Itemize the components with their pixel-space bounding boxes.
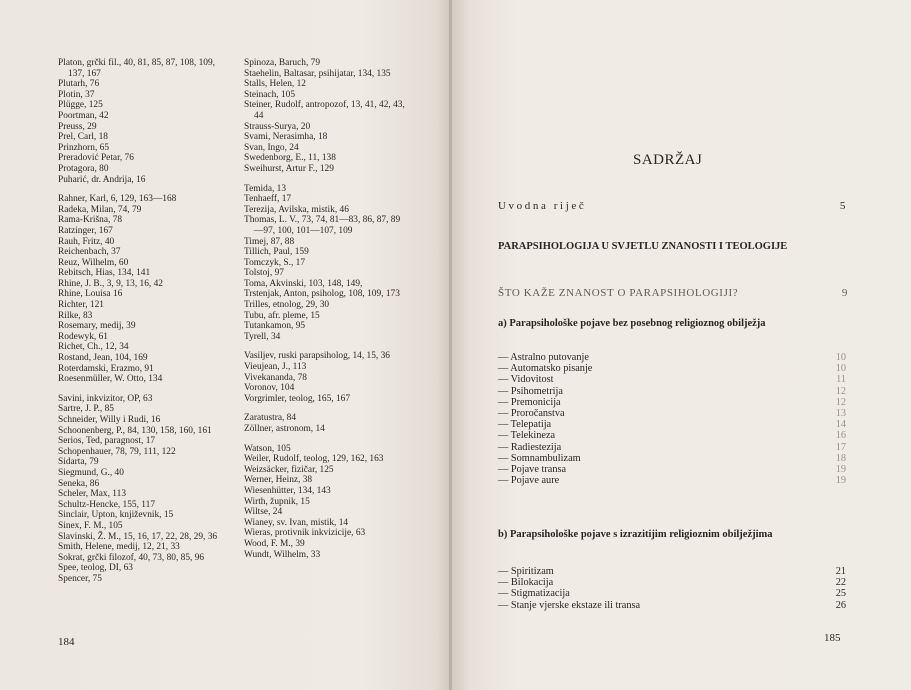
index-entry: Tolstoj, 97 — [244, 268, 284, 279]
toc-intro-row — [498, 200, 848, 212]
toc-item-page: 10 — [835, 352, 846, 363]
toc-question-page: 9 — [841, 287, 848, 299]
index-entry: Reuz, Wilhelm, 60 — [58, 257, 129, 268]
toc-item — [498, 352, 846, 363]
index-entry: Timej, 87, 88 — [244, 236, 295, 247]
index-entry: Preradović Petar, 76 — [58, 153, 134, 164]
toc-item — [498, 475, 846, 486]
index-entry: Spee, teolog, DI, 63 — [58, 563, 133, 574]
index-entry: Wundt, Wilhelm, 33 — [244, 549, 321, 560]
toc-item-page: 22 — [835, 577, 846, 589]
index-entry: Vieujean, J., 113 — [244, 362, 307, 373]
index-entry: Rauh, Fritz, 40 — [58, 236, 115, 247]
index-entry: Wianey, sv. Ivan, mistik, 14 — [244, 517, 349, 528]
section-a-list — [498, 352, 846, 486]
toc-item — [498, 588, 846, 599]
toc-item-label: — Telekineza — [498, 430, 556, 442]
index-group-gap — [244, 175, 406, 184]
toc-item — [498, 464, 846, 475]
index-entry: Schneider, Willy i Rudi, 16 — [58, 415, 161, 425]
index-entry: Roesenmüller, W. Otto, 134 — [58, 374, 163, 385]
toc-item — [498, 430, 846, 441]
index-entry: Rostand, Jean, 104, 169 — [58, 353, 148, 364]
index-entry: Trstenjak, Anton, psiholog, 108, 109, 173 — [244, 289, 400, 300]
toc-item-page: 26 — [835, 599, 846, 611]
index-entry: Staehelin, Baltasar, psihijatar, 134, 135 — [244, 68, 391, 79]
toc-item-label: — Telepatija — [498, 419, 552, 431]
toc-item-label: — Vidovitost — [498, 374, 554, 386]
index-entry: Tomczyk, S., 17 — [244, 257, 306, 268]
index-entry: Savini, inkvizitor, OP, 63 — [58, 393, 153, 404]
index-entry: Svami, Nerasimha, 18 — [244, 132, 328, 143]
toc-title: SADRŽAJ — [633, 152, 703, 168]
index-entry: Schoonenberg, P., 84, 130, 158, 160, 161 — [58, 425, 212, 436]
index-entry: Swedenborg, E., 11, 138 — [244, 153, 336, 164]
right-page-number: 185 — [824, 632, 841, 644]
index-entry: Protagora, 80 — [58, 163, 109, 174]
index-entry: Tillich, Paul, 159 — [244, 247, 309, 258]
toc-item-page: 19 — [835, 464, 846, 476]
index-entry: Preuss, 29 — [58, 121, 97, 132]
index-entry: Sinex, F. M., 105 — [58, 520, 123, 531]
index-entry: Rhine, J. B., 3, 9, 13, 16, 42 — [58, 278, 163, 289]
index-entry: Prinzhorn, 65 — [58, 142, 110, 153]
index-entry: Werner, Heinz, 38 — [244, 475, 313, 486]
index-entry: Terezija, Avilska, mistik, 46 — [244, 204, 349, 215]
section-b-heading: b) Parapsihološke pojave s izrazitijim religioznim obilježjima — [498, 529, 773, 540]
toc-item-label: — Astralno putovanje — [498, 352, 589, 363]
index-entry: Voronov, 104 — [244, 383, 295, 394]
part-heading: PARAPSIHOLOGIJA U SVJETLU ZNANOSTI I TEOLOGIJE — [498, 241, 788, 252]
toc-item — [498, 386, 846, 397]
toc-intro-page: 5 — [839, 200, 848, 212]
index-entry: Sokrat, grčki filozof, 40, 73, 80, 85, 96 — [58, 552, 205, 563]
index-entry: Tubu, afr. pleme, 15 — [244, 310, 320, 321]
toc-item-label: — Premonicija — [498, 396, 561, 408]
index-entry: Wirth, župnik, 15 — [244, 496, 310, 507]
index-entry: Prel, Carl, 18 — [58, 132, 108, 143]
toc-item — [498, 374, 846, 385]
index-entry: Rilke, 83 — [58, 310, 93, 321]
toc-question-row — [498, 287, 848, 299]
toc-item-page: 14 — [835, 419, 846, 431]
toc-item — [498, 397, 846, 408]
index-column-1 — [58, 58, 218, 585]
index-entry: Svan, Ingo, 24 — [244, 142, 299, 153]
index-entry: Platon, grčki fil., 40, 81, 85, 87, 108, 109, 137, 167 — [58, 58, 216, 79]
section-b-list — [498, 566, 846, 611]
index-entry: Rosemary, medij, 39 — [58, 321, 136, 332]
toc-item — [498, 408, 846, 419]
left-page-number: 184 — [58, 636, 75, 648]
index-entry: Serios, Ted, paragnost, 17 — [58, 436, 156, 447]
toc-item — [498, 600, 846, 611]
index-entry: Spencer, 75 — [58, 573, 102, 584]
index-entry: Rodewyk, 61 — [58, 331, 108, 342]
index-entry: Spinoza, Baruch, 79 — [244, 58, 321, 68]
index-entry: Steinach, 105 — [244, 89, 296, 100]
index-entry: Radeka, Milan, 74, 79 — [58, 204, 142, 215]
index-group-gap — [244, 435, 406, 444]
index-group-gap — [244, 404, 406, 413]
toc-item-label: — Automatsko pisanje — [498, 363, 593, 375]
index-entry: Toma, Akvinski, 103, 148, 149, — [244, 278, 363, 289]
index-entry: Thomas, L. V., 73, 74, 81—83, 86, 87, 89—97, 100, 101—107, 109 — [244, 215, 401, 236]
index-entry: Plotin, 37 — [58, 89, 95, 100]
index-entry: Slavinski, Ž. M., 15, 16, 17, 22, 28, 29, 36 — [58, 531, 218, 542]
index-entry: Wood, F. M., 39 — [244, 538, 305, 549]
toc-item-page: 16 — [835, 430, 846, 442]
toc-question-label: ŠTO KAŽE ZNANOST O PARAPSIHOLOGIJI? — [498, 287, 739, 299]
toc-item-page: 11 — [836, 374, 846, 386]
index-entry: Rama-Krišna, 78 — [58, 215, 123, 226]
index-entry: Sartre, J. P., 85 — [58, 404, 114, 415]
index-entry: Poortman, 42 — [58, 110, 109, 121]
toc-item — [498, 419, 846, 430]
index-entry: Stalls, Helen, 12 — [244, 79, 306, 90]
toc-item-label: — Pojave transa — [498, 464, 567, 476]
index-entry: Zöllner, astronom, 14 — [244, 424, 325, 434]
index-entry: Smith, Helene, medij, 12, 21, 33 — [58, 542, 180, 553]
index-entry: Plügge, 125 — [58, 100, 103, 111]
index-column-2 — [244, 58, 406, 560]
toc-item-label: — Bilokacija — [498, 577, 554, 589]
toc-item-label: — Proročanstva — [498, 408, 565, 420]
index-entry: Schopenhauer, 78, 79, 111, 122 — [58, 446, 176, 457]
index-entry: Richter, 121 — [58, 300, 104, 311]
index-entry: Sidarta, 79 — [58, 457, 99, 468]
index-entry: Reichenbach, 37 — [58, 247, 121, 258]
toc-item-label: — Pojave aure — [498, 475, 560, 487]
toc-item-label: — Somnambulizam — [498, 452, 581, 464]
toc-item — [498, 577, 846, 588]
toc-intro-label: Uvodna riječ — [498, 200, 587, 212]
toc-item — [498, 453, 846, 464]
toc-item-label: — Psihometrija — [498, 385, 563, 397]
index-entry: Puharić, dr. Andrija, 16 — [58, 174, 146, 185]
index-entry: Richet, Ch., 12, 34 — [58, 342, 129, 353]
index-entry: Trilles, etnolog, 29, 30 — [244, 300, 330, 311]
index-entry: Tutankamon, 95 — [244, 321, 306, 332]
index-entry: Tyrell, 34 — [244, 331, 281, 342]
index-entry: Vivekananda, 78 — [244, 372, 307, 383]
toc-item-page: 17 — [835, 441, 846, 453]
toc-item-label: — Stigmatizacija — [498, 588, 570, 600]
toc-item-page: 18 — [835, 452, 846, 464]
index-group-gap — [58, 385, 218, 394]
index-entry: Schultz-Hencke, 155, 117 — [58, 499, 156, 510]
toc-item-page: 19 — [835, 475, 846, 487]
index-entry: Scheler, Max, 113 — [58, 489, 127, 500]
toc-item-label: — Spiritizam — [498, 566, 554, 577]
index-entry: Rahner, Karl, 6, 129, 163—168 — [58, 194, 177, 205]
toc-item-page: 12 — [835, 396, 846, 408]
toc-item — [498, 363, 846, 374]
index-entry: Zaratustra, 84 — [244, 413, 297, 424]
index-entry: Siegmund, G., 40 — [58, 467, 124, 478]
index-entry: Plutarh, 76 — [58, 79, 100, 90]
index-entry: Ratzinger, 167 — [58, 225, 113, 236]
toc-item — [498, 442, 846, 453]
index-entry: Wiesenhütter, 134, 143 — [244, 485, 331, 496]
toc-item-page: 25 — [835, 588, 846, 600]
toc-item — [498, 566, 846, 577]
index-entry: Rhine, Louisa 16 — [58, 289, 123, 300]
index-entry: Steiner, Rudolf, antropozof, 13, 41, 42, 43, 44 — [244, 100, 405, 121]
index-entry: Weizsäcker, fizičar, 125 — [244, 464, 334, 475]
index-entry: Strauss-Surya, 20 — [244, 121, 311, 132]
index-entry: Sweihurst, Artur F., 129 — [244, 163, 334, 174]
toc-item-page: 12 — [835, 385, 846, 397]
toc-item-label: — Radiestezija — [498, 441, 562, 453]
index-entry: Roterdamski, Erazmo, 91 — [58, 363, 154, 374]
index-entry: Vasiljev, ruski parapsiholog, 14, 15, 36 — [244, 351, 390, 362]
index-entry: Vorgrimler, teolog, 165, 167 — [244, 393, 351, 404]
index-group-gap — [244, 342, 406, 351]
toc-item-label: — Stanje vjerske ekstaze ili transa — [498, 599, 641, 611]
index-entry: Tenhaeff, 17 — [244, 194, 292, 205]
index-group-gap — [58, 185, 218, 194]
index-entry: Weiler, Rudolf, teolog, 129, 162, 163 — [244, 454, 384, 465]
toc-item-page: 10 — [835, 363, 846, 375]
index-entry: Sinclair, Upton, književnik, 15 — [58, 510, 174, 521]
index-entry: Rebitsch, Hias, 134, 141 — [58, 268, 151, 279]
index-entry: Wieras, protivnik inkvizicije, 63 — [244, 528, 366, 539]
toc-item-page: 13 — [835, 408, 846, 420]
index-entry: Temida, 13 — [244, 183, 287, 194]
toc-item-page: 21 — [835, 566, 846, 577]
index-entry: Wiltse, 24 — [244, 507, 283, 518]
left-page — [0, 0, 450, 690]
section-a-heading: a) Parapsihološke pojave bez posebnog religioznog obilježja — [498, 318, 766, 329]
index-entry: Seneka, 86 — [58, 478, 100, 489]
index-entry: Watson, 105 — [244, 443, 291, 454]
